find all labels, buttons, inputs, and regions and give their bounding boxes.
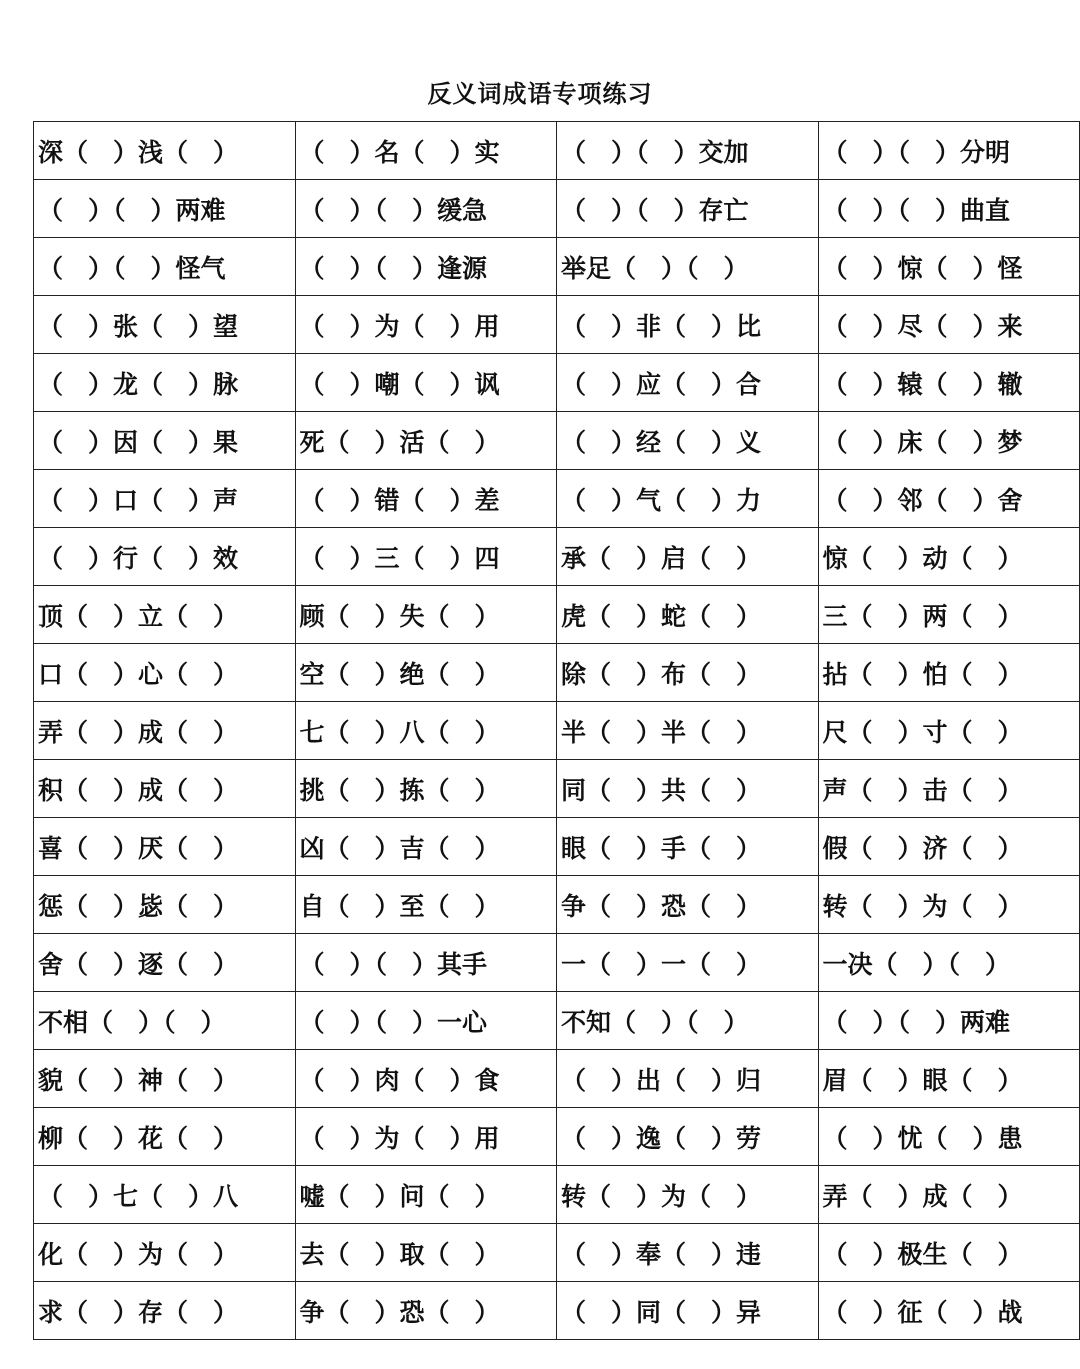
idiom-cell: 不相（ ）（ ） xyxy=(34,992,296,1050)
idiom-cell: 拈（ ）怕（ ） xyxy=(818,644,1080,702)
idiom-cell: （ ）奉（ ）违 xyxy=(557,1224,819,1282)
idiom-cell: （ ）错（ ）差 xyxy=(295,470,557,528)
idiom-cell: （ ）因（ ）果 xyxy=(34,412,296,470)
table-row xyxy=(34,1050,1080,1108)
idiom-cell: 半（ ）半（ ） xyxy=(557,702,819,760)
idiom-cell: 七（ ）八（ ） xyxy=(295,702,557,760)
idiom-cell: 顾（ ）失（ ） xyxy=(295,586,557,644)
table-body xyxy=(34,122,1080,1340)
idiom-cell: 一决（ ）（ ） xyxy=(818,934,1080,992)
idiom-cell: 惩（ ）毖（ ） xyxy=(34,876,296,934)
table-row xyxy=(34,180,1080,238)
idiom-cell: （ ）口（ ）声 xyxy=(34,470,296,528)
table-row xyxy=(34,296,1080,354)
idiom-cell: 深（ ）浅（ ） xyxy=(34,122,296,180)
idiom-cell: 空（ ）绝（ ） xyxy=(295,644,557,702)
idiom-cell: （ ）尽（ ）来 xyxy=(818,296,1080,354)
idiom-cell: 举足（ ）（ ） xyxy=(557,238,819,296)
idiom-cell: 舍（ ）逐（ ） xyxy=(34,934,296,992)
idiom-cell: 凶（ ）吉（ ） xyxy=(295,818,557,876)
idiom-cell: 眉（ ）眼（ ） xyxy=(818,1050,1080,1108)
table-row xyxy=(34,354,1080,412)
table-row xyxy=(34,238,1080,296)
idiom-cell: （ ）（ ）两难 xyxy=(818,992,1080,1050)
idiom-cell: （ ）气（ ）力 xyxy=(557,470,819,528)
table-row xyxy=(34,644,1080,702)
idiom-cell: （ ）忧（ ）患 xyxy=(818,1108,1080,1166)
idiom-cell: 喜（ ）厌（ ） xyxy=(34,818,296,876)
idiom-cell: （ ）征（ ）战 xyxy=(818,1282,1080,1340)
idiom-cell: （ ）肉（ ）食 xyxy=(295,1050,557,1108)
table-row xyxy=(34,760,1080,818)
table-row xyxy=(34,528,1080,586)
idiom-cell: 挑（ ）拣（ ） xyxy=(295,760,557,818)
idiom-cell: 尺（ ）寸（ ） xyxy=(818,702,1080,760)
idiom-cell: （ ）（ ）缓急 xyxy=(295,180,557,238)
table-row xyxy=(34,1282,1080,1340)
idiom-cell: （ ）嘲（ ）讽 xyxy=(295,354,557,412)
idiom-cell: 自（ ）至（ ） xyxy=(295,876,557,934)
idiom-cell: （ ）行（ ）效 xyxy=(34,528,296,586)
idiom-cell: （ ）辕（ ）辙 xyxy=(818,354,1080,412)
table-row xyxy=(34,412,1080,470)
idiom-cell: （ ）（ ）一心 xyxy=(295,992,557,1050)
idiom-cell: 弄（ ）成（ ） xyxy=(34,702,296,760)
idiom-cell: （ ）（ ）曲直 xyxy=(818,180,1080,238)
idiom-cell: 求（ ）存（ ） xyxy=(34,1282,296,1340)
idiom-cell: 争（ ）恐（ ） xyxy=(557,876,819,934)
table-row xyxy=(34,818,1080,876)
table-row xyxy=(34,470,1080,528)
idiom-cell: 不知（ ）（ ） xyxy=(557,992,819,1050)
idiom-cell: 弄（ ）成（ ） xyxy=(818,1166,1080,1224)
idiom-cell: （ ）张（ ）望 xyxy=(34,296,296,354)
table-row xyxy=(34,992,1080,1050)
idiom-cell: 化（ ）为（ ） xyxy=(34,1224,296,1282)
idiom-cell: （ ）名（ ）实 xyxy=(295,122,557,180)
idiom-cell: （ ）应（ ）合 xyxy=(557,354,819,412)
idiom-cell: （ ）同（ ）异 xyxy=(557,1282,819,1340)
table-row xyxy=(34,934,1080,992)
idiom-cell: 貌（ ）神（ ） xyxy=(34,1050,296,1108)
idiom-cell: （ ）（ ）两难 xyxy=(34,180,296,238)
table-row xyxy=(34,586,1080,644)
idiom-cell: （ ）逸（ ）劳 xyxy=(557,1108,819,1166)
idiom-cell: （ ）七（ ）八 xyxy=(34,1166,296,1224)
idiom-cell: 一（ ）一（ ） xyxy=(557,934,819,992)
idiom-cell: 转（ ）为（ ） xyxy=(557,1166,819,1224)
idiom-cell: （ ）三（ ）四 xyxy=(295,528,557,586)
idiom-cell: 口（ ）心（ ） xyxy=(34,644,296,702)
table-row xyxy=(34,122,1080,180)
idiom-cell: 除（ ）布（ ） xyxy=(557,644,819,702)
idiom-cell: 积（ ）成（ ） xyxy=(34,760,296,818)
idiom-cell: （ ）为（ ）用 xyxy=(295,296,557,354)
idiom-cell: （ ）为（ ）用 xyxy=(295,1108,557,1166)
idiom-cell: （ ）（ ）存亡 xyxy=(557,180,819,238)
idiom-cell: （ ）（ ）其手 xyxy=(295,934,557,992)
idiom-cell: 转（ ）为（ ） xyxy=(818,876,1080,934)
idiom-cell: 去（ ）取（ ） xyxy=(295,1224,557,1282)
idiom-cell: 嘘（ ）问（ ） xyxy=(295,1166,557,1224)
idiom-cell: （ ）非（ ）比 xyxy=(557,296,819,354)
idiom-cell: 死（ ）活（ ） xyxy=(295,412,557,470)
idiom-exercise-table xyxy=(33,121,1080,1340)
table-row xyxy=(34,1108,1080,1166)
idiom-cell: （ ）（ ）分明 xyxy=(818,122,1080,180)
idiom-cell: （ ）极生（ ） xyxy=(818,1224,1080,1282)
idiom-cell: （ ）床（ ）梦 xyxy=(818,412,1080,470)
idiom-cell: 争（ ）恐（ ） xyxy=(295,1282,557,1340)
idiom-cell: （ ）（ ）交加 xyxy=(557,122,819,180)
idiom-cell: （ ）经（ ）义 xyxy=(557,412,819,470)
idiom-cell: 虎（ ）蛇（ ） xyxy=(557,586,819,644)
page-title: 反义词成语专项练习 xyxy=(427,79,653,108)
idiom-cell: 承（ ）启（ ） xyxy=(557,528,819,586)
idiom-cell: 假（ ）济（ ） xyxy=(818,818,1080,876)
idiom-cell: 惊（ ）动（ ） xyxy=(818,528,1080,586)
idiom-cell: 同（ ）共（ ） xyxy=(557,760,819,818)
idiom-cell: 顶（ ）立（ ） xyxy=(34,586,296,644)
table-row xyxy=(34,702,1080,760)
idiom-cell: （ ）出（ ）归 xyxy=(557,1050,819,1108)
idiom-cell: 眼（ ）手（ ） xyxy=(557,818,819,876)
idiom-cell: 三（ ）两（ ） xyxy=(818,586,1080,644)
idiom-cell: 柳（ ）花（ ） xyxy=(34,1108,296,1166)
table-row xyxy=(34,1166,1080,1224)
table-row xyxy=(34,1224,1080,1282)
idiom-cell: 声（ ）击（ ） xyxy=(818,760,1080,818)
idiom-cell: （ ）（ ）逢源 xyxy=(295,238,557,296)
idiom-cell: （ ）（ ）怪气 xyxy=(34,238,296,296)
idiom-cell: （ ）邻（ ）舍 xyxy=(818,470,1080,528)
table-row xyxy=(34,876,1080,934)
idiom-cell: （ ）龙（ ）脉 xyxy=(34,354,296,412)
idiom-cell: （ ）惊（ ）怪 xyxy=(818,238,1080,296)
